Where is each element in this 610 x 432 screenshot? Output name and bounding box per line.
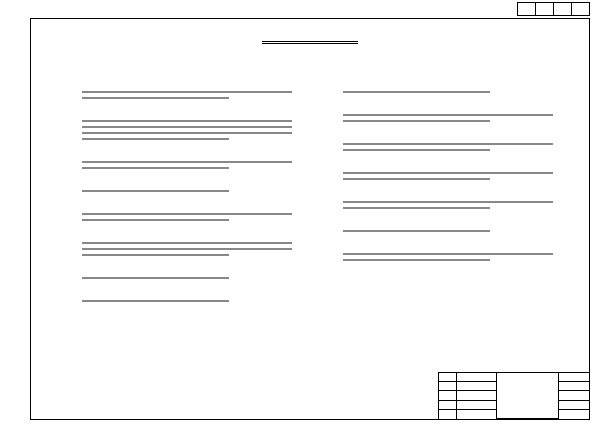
text-placeholder-bar — [82, 126, 292, 128]
note-heading — [82, 109, 292, 117]
text-placeholder-bar — [343, 230, 490, 232]
text-placeholder-bar — [82, 213, 292, 215]
text-placeholder-bar — [82, 219, 229, 221]
note-heading — [343, 161, 553, 169]
note-block — [343, 132, 553, 151]
text-placeholder-bar — [343, 259, 490, 261]
text-placeholder-bar — [343, 149, 490, 151]
text-placeholder-bar — [82, 248, 292, 250]
text-placeholder-bar — [343, 114, 553, 116]
text-placeholder-bar — [343, 120, 490, 122]
title-block-cell — [457, 410, 497, 419]
title-block-cell — [559, 391, 589, 400]
note-block — [343, 80, 553, 93]
note-block — [343, 161, 553, 180]
sheet-number-cell — [572, 3, 589, 15]
text-placeholder-bar — [343, 201, 553, 203]
title-block-cell — [457, 382, 497, 391]
text-placeholder-bar — [82, 190, 229, 192]
title-block-cell — [439, 382, 457, 391]
note-heading — [343, 219, 553, 227]
text-placeholder-bar — [82, 138, 229, 140]
note-heading — [82, 289, 292, 297]
sheet-number-cell — [536, 3, 554, 15]
title-block-cell — [439, 391, 457, 400]
note-block — [343, 242, 553, 261]
note-heading — [343, 190, 553, 198]
note-heading — [82, 179, 292, 187]
note-block — [82, 109, 292, 140]
text-placeholder-bar — [82, 91, 292, 93]
note-heading — [82, 80, 292, 88]
text-placeholder-bar — [82, 132, 292, 134]
note-block — [82, 231, 292, 256]
text-placeholder-bar — [82, 242, 292, 244]
text-placeholder-bar — [343, 253, 553, 255]
notes-right-column — [343, 80, 553, 271]
text-placeholder-bar — [343, 207, 490, 209]
title-block-cell — [457, 391, 497, 400]
title-block-cell — [439, 410, 457, 419]
note-heading — [82, 231, 292, 239]
text-placeholder-bar — [82, 161, 292, 163]
text-placeholder-bar — [343, 172, 553, 174]
note-heading — [82, 202, 292, 210]
note-block — [82, 202, 292, 221]
note-block — [82, 179, 292, 192]
text-placeholder-bar — [82, 120, 292, 122]
notes-left-column — [82, 80, 292, 312]
title-block-cell — [559, 373, 589, 382]
title-block-cell — [559, 410, 589, 419]
note-block — [82, 289, 292, 302]
title-block-cell — [457, 373, 497, 382]
text-placeholder-bar — [82, 300, 229, 302]
note-heading — [343, 103, 553, 111]
note-block — [343, 190, 553, 209]
title-block — [438, 372, 590, 420]
sheet-number-cell — [554, 3, 572, 15]
note-heading — [343, 80, 553, 88]
text-placeholder-bar — [82, 277, 229, 279]
drawing-name — [497, 373, 559, 419]
note-heading — [82, 266, 292, 274]
note-block — [343, 219, 553, 232]
sheet-number-cell — [518, 3, 536, 15]
note-heading — [343, 242, 553, 250]
title-block-cell — [439, 373, 457, 382]
note-block — [82, 80, 292, 99]
title-block-cell — [457, 401, 497, 410]
sheet-number-box — [517, 2, 590, 16]
title-block-cell — [559, 382, 589, 391]
text-placeholder-bar — [343, 143, 553, 145]
note-block — [82, 266, 292, 279]
text-placeholder-bar — [82, 167, 229, 169]
note-block — [82, 150, 292, 169]
note-heading — [82, 150, 292, 158]
note-heading — [343, 132, 553, 140]
title-block-cell — [439, 401, 457, 410]
text-placeholder-bar — [82, 97, 229, 99]
title-underline — [262, 43, 358, 44]
text-placeholder-bar — [343, 178, 490, 180]
title-block-cell — [559, 401, 589, 410]
title-underline — [262, 41, 358, 42]
note-block — [343, 103, 553, 122]
text-placeholder-bar — [82, 254, 229, 256]
text-placeholder-bar — [343, 91, 490, 93]
